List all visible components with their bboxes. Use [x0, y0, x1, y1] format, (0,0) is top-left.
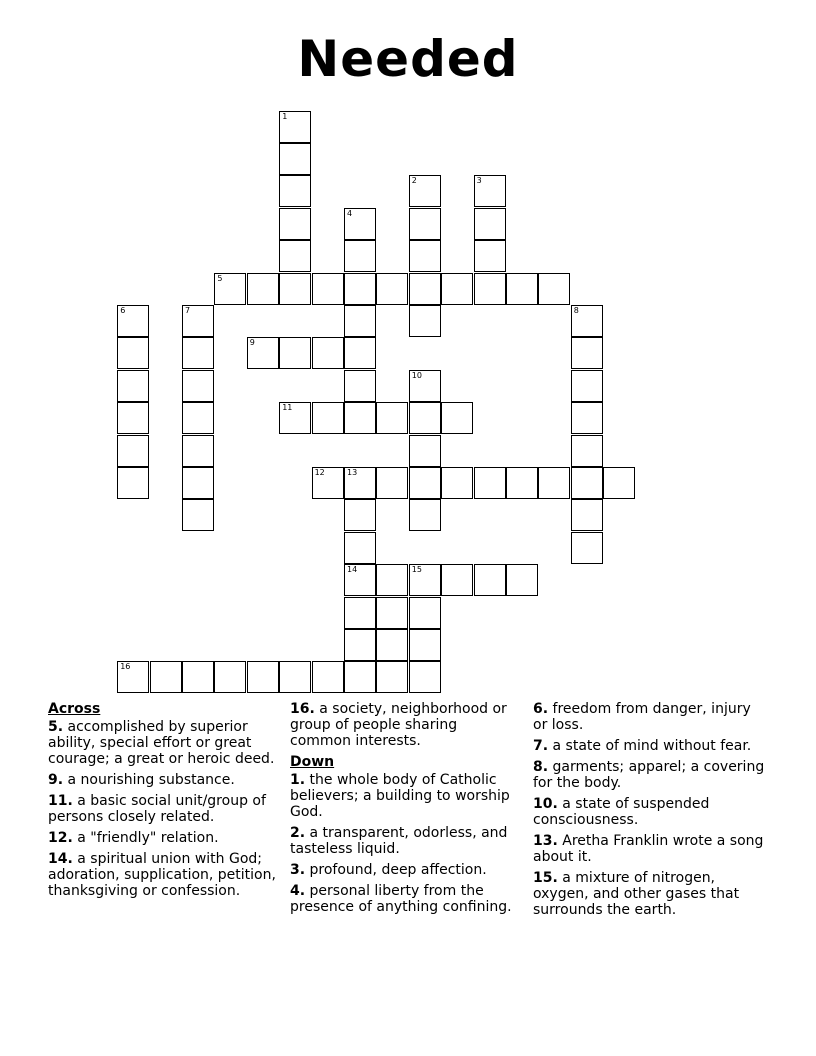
grid-cell[interactable]	[312, 337, 344, 369]
grid-cell[interactable]	[344, 402, 376, 434]
clue-number-label: 12.	[48, 830, 73, 846]
clue-text: a basic social unit/group of persons closely related.	[48, 793, 266, 825]
grid-cell[interactable]	[344, 532, 376, 564]
puzzle-title: Needed	[297, 30, 519, 88]
grid-cell[interactable]	[117, 467, 149, 499]
clue-number-label: 15.	[533, 870, 558, 886]
clue-section-heading: Down	[290, 754, 335, 770]
grid-cell[interactable]	[344, 337, 376, 369]
grid-cell[interactable]	[376, 467, 408, 499]
clue-text: a nourishing substance.	[63, 772, 235, 788]
clue-number-label: 10.	[533, 796, 558, 812]
clue-number: 12	[314, 468, 325, 477]
grid-cell[interactable]	[214, 273, 246, 305]
clue-number-label: 4.	[290, 883, 306, 899]
grid-cell[interactable]	[441, 467, 473, 499]
grid-cell[interactable]	[409, 370, 441, 402]
grid-cell[interactable]	[344, 273, 376, 305]
grid-cell[interactable]	[182, 305, 214, 337]
clue-text: profound, deep affection.	[305, 862, 487, 878]
grid-cell[interactable]	[409, 499, 441, 531]
clue-text: Aretha Franklin wrote a song about it.	[533, 833, 764, 865]
grid-cell[interactable]	[506, 273, 538, 305]
grid-cell[interactable]	[441, 564, 473, 596]
grid-cell[interactable]	[344, 240, 376, 272]
clue-number-label: 13.	[533, 833, 558, 849]
grid-cell[interactable]	[247, 337, 279, 369]
clue-item	[533, 833, 765, 865]
grid-cell[interactable]	[474, 208, 506, 240]
clues-column-1	[48, 701, 280, 904]
clue-number-label: 14.	[48, 851, 73, 867]
grid-cell[interactable]	[409, 273, 441, 305]
clue-item	[290, 883, 522, 915]
clue-item	[533, 796, 765, 828]
grid-cell[interactable]	[214, 661, 246, 693]
clue-text: a mixture of nitrogen, oxygen, and other gases that surrounds the earth.	[533, 870, 740, 918]
grid-cell[interactable]	[441, 273, 473, 305]
clue-item	[290, 701, 522, 749]
grid-cell[interactable]	[571, 435, 603, 467]
grid-cell[interactable]	[117, 337, 149, 369]
grid-cell[interactable]	[571, 370, 603, 402]
grid-cell[interactable]	[312, 661, 344, 693]
grid-cell[interactable]	[474, 467, 506, 499]
grid-cell[interactable]	[312, 273, 344, 305]
clues-column-3	[533, 701, 765, 923]
grid-cell[interactable]	[409, 597, 441, 629]
grid-cell[interactable]	[182, 402, 214, 434]
clue-number: 2	[411, 176, 417, 186]
clue-item	[48, 719, 280, 767]
grid-cell[interactable]	[409, 175, 441, 207]
clue-number: 11	[282, 403, 293, 413]
clue-number: 1	[282, 111, 288, 121]
clue-text: a society, neighborhood or group of people sharing common interests.	[290, 701, 507, 749]
clue-number: 14	[347, 565, 358, 575]
clue-number-label: 2.	[290, 825, 306, 841]
grid-cell[interactable]	[344, 370, 376, 402]
clue-text: a transparent, odorless, and tasteless liquid.	[290, 825, 508, 857]
grid-cell[interactable]	[182, 370, 214, 402]
grid-cell[interactable]	[376, 402, 408, 434]
clue-text: a state of mind without fear.	[548, 738, 752, 754]
grid-cell[interactable]	[376, 661, 408, 693]
grid-cell[interactable]	[279, 175, 311, 207]
grid-cell[interactable]	[344, 597, 376, 629]
grid-cell[interactable]	[571, 337, 603, 369]
clue-number: 8	[573, 306, 579, 315]
grid-cell[interactable]	[117, 370, 149, 402]
grid-cell[interactable]	[279, 240, 311, 272]
clue-section-heading: Across	[48, 701, 101, 717]
grid-cell[interactable]	[344, 661, 376, 693]
grid-cell[interactable]	[279, 337, 311, 369]
clue-number: 9	[249, 338, 255, 348]
clue-item	[290, 772, 522, 820]
grid-cell[interactable]	[279, 273, 311, 305]
grid-cell[interactable]	[182, 661, 214, 693]
grid-cell[interactable]	[409, 305, 441, 337]
grid-cell[interactable]	[409, 467, 441, 499]
clue-text: garments; apparel; a covering for the body.	[533, 759, 765, 791]
grid-cell[interactable]	[279, 661, 311, 693]
grid-cell[interactable]	[182, 435, 214, 467]
grid-cell[interactable]	[117, 435, 149, 467]
grid-cell[interactable]	[409, 661, 441, 693]
clue-text: freedom from danger, injury or loss.	[533, 701, 751, 733]
grid-cell[interactable]	[312, 467, 344, 499]
clue-number-label: 3.	[290, 862, 306, 878]
clue-item	[48, 772, 280, 788]
clue-number: 4	[347, 208, 353, 218]
clue-text: a spiritual union with God; adoration, supplication, petition, thanksgiving or confession.	[48, 851, 276, 899]
clue-text: a state of suspended consciousness.	[533, 796, 710, 828]
grid-cell[interactable]	[279, 143, 311, 175]
grid-cell[interactable]	[117, 661, 149, 693]
grid-cell[interactable]	[279, 208, 311, 240]
clue-text: the whole body of Catholic believers; a building to worship God.	[290, 772, 510, 820]
clue-number-label: 5.	[48, 719, 64, 735]
grid-cell[interactable]	[312, 402, 344, 434]
clue-item	[48, 851, 280, 899]
clue-number: 6	[120, 306, 126, 315]
grid-cell[interactable]	[376, 597, 408, 629]
grid-cell[interactable]	[571, 532, 603, 564]
clue-number: 10	[411, 370, 422, 380]
grid-cell[interactable]	[409, 208, 441, 240]
clue-item	[48, 793, 280, 825]
clues-column-2	[290, 701, 522, 920]
grid-cell[interactable]	[150, 661, 182, 693]
grid-cell[interactable]	[474, 273, 506, 305]
grid-cell[interactable]	[409, 564, 441, 596]
clue-number: 5	[217, 273, 223, 283]
grid-cell[interactable]	[571, 467, 603, 499]
clue-number-label: 8.	[533, 759, 549, 775]
clue-item	[533, 701, 765, 733]
clue-number-label: 6.	[533, 701, 549, 717]
clue-number: 16	[120, 662, 131, 672]
clue-number: 13	[347, 468, 358, 477]
grid-cell[interactable]	[506, 467, 538, 499]
clue-number-label: 11.	[48, 793, 73, 809]
clue-item	[48, 830, 280, 846]
grid-cell[interactable]	[538, 273, 570, 305]
grid-cell[interactable]	[376, 273, 408, 305]
grid-cell[interactable]	[603, 467, 635, 499]
grid-cell[interactable]	[344, 467, 376, 499]
clue-number-label: 1.	[290, 772, 306, 788]
grid-cell[interactable]	[474, 175, 506, 207]
clue-number-label: 7.	[533, 738, 549, 754]
grid-cell[interactable]	[376, 629, 408, 661]
grid-cell[interactable]	[117, 402, 149, 434]
grid-cell[interactable]	[538, 467, 570, 499]
grid-cell[interactable]	[571, 402, 603, 434]
clue-text: a "friendly" relation.	[72, 830, 219, 846]
grid-cell[interactable]	[506, 564, 538, 596]
grid-cell[interactable]	[279, 402, 311, 434]
grid-cell[interactable]	[344, 564, 376, 596]
clue-item	[290, 862, 522, 878]
grid-cell[interactable]	[344, 499, 376, 531]
clue-item	[533, 738, 765, 754]
grid-cell[interactable]	[571, 305, 603, 337]
grid-cell[interactable]	[182, 467, 214, 499]
clue-item	[533, 759, 765, 791]
grid-cell[interactable]	[247, 661, 279, 693]
grid-cell[interactable]	[376, 564, 408, 596]
grid-cell[interactable]	[117, 305, 149, 337]
grid-cell[interactable]	[344, 305, 376, 337]
clue-item	[533, 870, 765, 918]
grid-cell[interactable]	[441, 402, 473, 434]
clue-number-label: 16.	[290, 701, 315, 717]
clue-number: 3	[476, 176, 482, 186]
clue-number: 15	[411, 565, 422, 575]
clue-number: 7	[185, 306, 191, 315]
grid-cell[interactable]	[182, 499, 214, 531]
grid-cell[interactable]	[409, 435, 441, 467]
grid-cell[interactable]	[409, 402, 441, 434]
grid-cell[interactable]	[247, 273, 279, 305]
grid-cell[interactable]	[279, 111, 311, 143]
grid-cell[interactable]	[409, 629, 441, 661]
clue-text: accomplished by superior ability, special effort or great courage; a great or heroic deed.	[48, 719, 275, 767]
grid-cell[interactable]	[409, 240, 441, 272]
clue-number-label: 9.	[48, 772, 64, 788]
grid-cell[interactable]	[182, 337, 214, 369]
grid-cell[interactable]	[474, 564, 506, 596]
grid-cell[interactable]	[344, 208, 376, 240]
grid-cell[interactable]	[344, 629, 376, 661]
grid-cell[interactable]	[474, 240, 506, 272]
grid-cell[interactable]	[571, 499, 603, 531]
clue-text: personal liberty from the presence of anything confining.	[290, 883, 512, 915]
clue-item	[290, 825, 522, 857]
